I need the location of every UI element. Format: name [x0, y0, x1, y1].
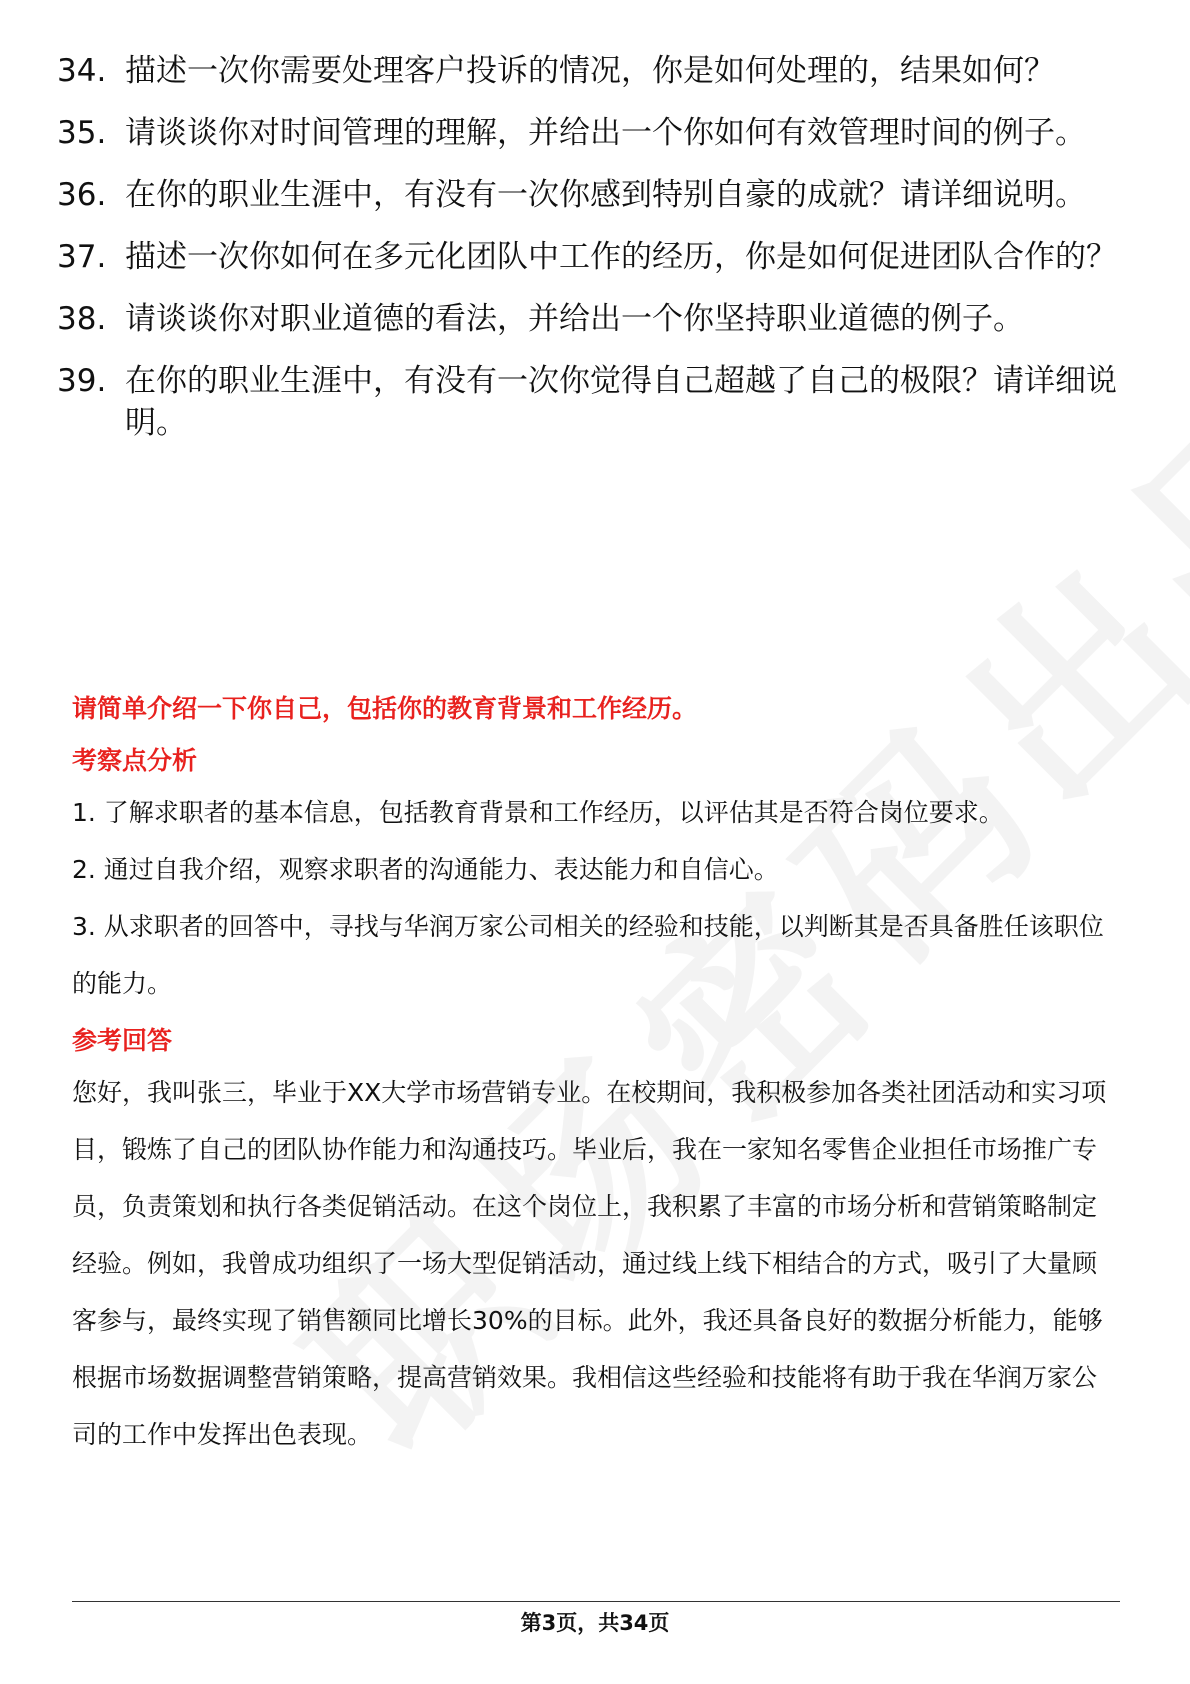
footer-divider [72, 1601, 1120, 1602]
answer-heading: 参考回答 [72, 1026, 173, 1055]
question-item [57, 298, 1127, 340]
question-text: 在你的职业生涯中，有没有一次你觉得自己超越了自己的极限？请详细说明。 [125, 363, 1117, 441]
question-number: 35. [57, 115, 107, 151]
question-item [57, 50, 1127, 92]
analysis-point: 3. 从求职者的回答中，寻找与华润万家公司相关的经验和技能，以判断其是否具备胜任该职位的能力。 [72, 912, 1104, 998]
question-number: 37. [57, 239, 107, 275]
question-number: 38. [57, 301, 107, 337]
reference-answer: 您好，我叫张三，毕业于XX大学市场营销专业。在校期间，我积极参加各类社团活动和实习项目，锻炼了自己的团队协作能力和沟通技巧。毕业后，我在一家知名零售企业担任市场推广专员，负责策划和执行各类促销活动。在这个岗位上，我积累了丰富的市场分析和营销策略制定经验。例如，我曾成功组织了一场大型促销活动，通过线上线下相结合的方式，吸引了大量顾客参与，最终实现了销售额同比增长30%的目标。此外，我还具备良好的数据分析能力，能够根据市场数据调整营销策略，提高营销效果。我相信这些经验和技能将有助于我在华润万家公司的工作中发挥出色表现。 [72, 1078, 1107, 1449]
question-text: 在你的职业生涯中，有没有一次你感到特别自豪的成就？请详细说明。 [125, 177, 1086, 213]
question-list [57, 50, 1127, 464]
question-text: 描述一次你如何在多元化团队中工作的经历，你是如何促进团队合作的？ [125, 239, 1117, 275]
question-item [57, 112, 1127, 154]
question-number: 36. [57, 177, 107, 213]
analysis-heading: 考察点分析 [72, 746, 198, 775]
question-item [57, 360, 1127, 444]
section-question: 请简单介绍一下你自己，包括你的教育背景和工作经历。 [72, 694, 698, 723]
question-item [57, 174, 1127, 216]
question-text: 描述一次你需要处理客户投诉的情况，你是如何处理的，结果如何？ [125, 53, 1055, 89]
question-item [57, 236, 1127, 278]
question-text: 请谈谈你对时间管理的理解，并给出一个你如何有效管理时间的例子。 [125, 115, 1086, 151]
interview-section [72, 690, 1120, 1463]
analysis-point: 2. 通过自我介绍，观察求职者的沟通能力、表达能力和自信心。 [72, 855, 779, 884]
question-number: 34. [57, 53, 107, 89]
question-text: 请谈谈你对职业道德的看法，并给出一个你坚持职业道德的例子。 [125, 301, 1024, 337]
analysis-point: 1. 了解求职者的基本信息，包括教育背景和工作经历，以评估其是否符合岗位要求。 [72, 798, 1004, 827]
page-number: 第3页，共34页 [520, 1611, 670, 1635]
question-number: 39. [57, 363, 107, 399]
